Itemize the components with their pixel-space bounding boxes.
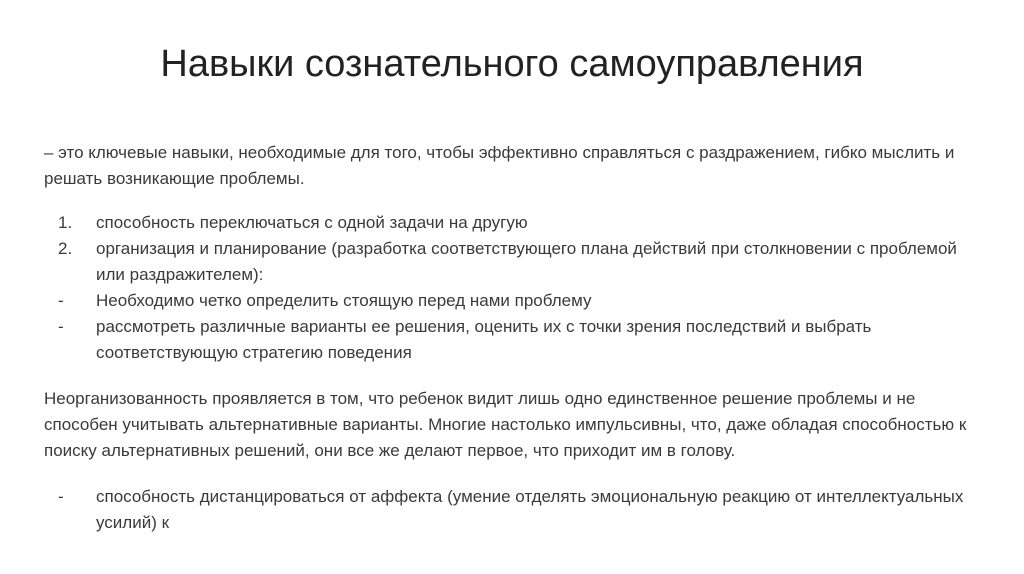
list-item bbox=[44, 288, 984, 314]
skills-list bbox=[44, 210, 984, 366]
list-item-text: рассмотреть различные варианты ее решения, оценить их с точки зрения последствий и выбрать соответствующую стратегию поведения bbox=[96, 317, 872, 362]
list-marker: - bbox=[58, 487, 64, 506]
list-marker: - bbox=[58, 291, 64, 310]
slide-title: Навыки сознательного самоуправления bbox=[160, 43, 864, 85]
slide-body bbox=[44, 140, 984, 536]
list-item bbox=[44, 314, 984, 366]
list-item-text: организация и планирование (разработка соответствующего плана действий при столкновении с проблемой или раздражителем): bbox=[96, 239, 957, 284]
list-item bbox=[44, 236, 984, 288]
skills-list-2 bbox=[44, 484, 984, 536]
list-item-text: Необходимо четко определить стоящую перед нами проблему bbox=[96, 291, 592, 310]
list-item-text: способность дистанцироваться от аффекта (умение отделять эмоциональную реакцию от интеллектуальных усилий) к bbox=[96, 487, 964, 532]
list-marker: - bbox=[58, 317, 64, 336]
intro-text: – это ключевые навыки, необходимые для того, чтобы эффективно справляться с раздражением, гибко мыслить и решать возникающие проблемы. bbox=[44, 143, 955, 188]
paragraph-text: Неорганизованность проявляется в том, что ребенок видит лишь одно единственное решение проблемы и не способен учитывать альтернативные варианты. Многие настолько импульсивны, что, даже обладая способностью к поиску альтернативных решений, они все же делают первое, что приходит им в голову. bbox=[44, 389, 967, 460]
list-marker: 1. bbox=[58, 213, 73, 232]
list-item bbox=[44, 210, 984, 236]
list-marker: 2. bbox=[58, 239, 73, 258]
list-item bbox=[44, 484, 984, 536]
list-item-text: способность переключаться с одной задачи на другую bbox=[96, 213, 528, 232]
